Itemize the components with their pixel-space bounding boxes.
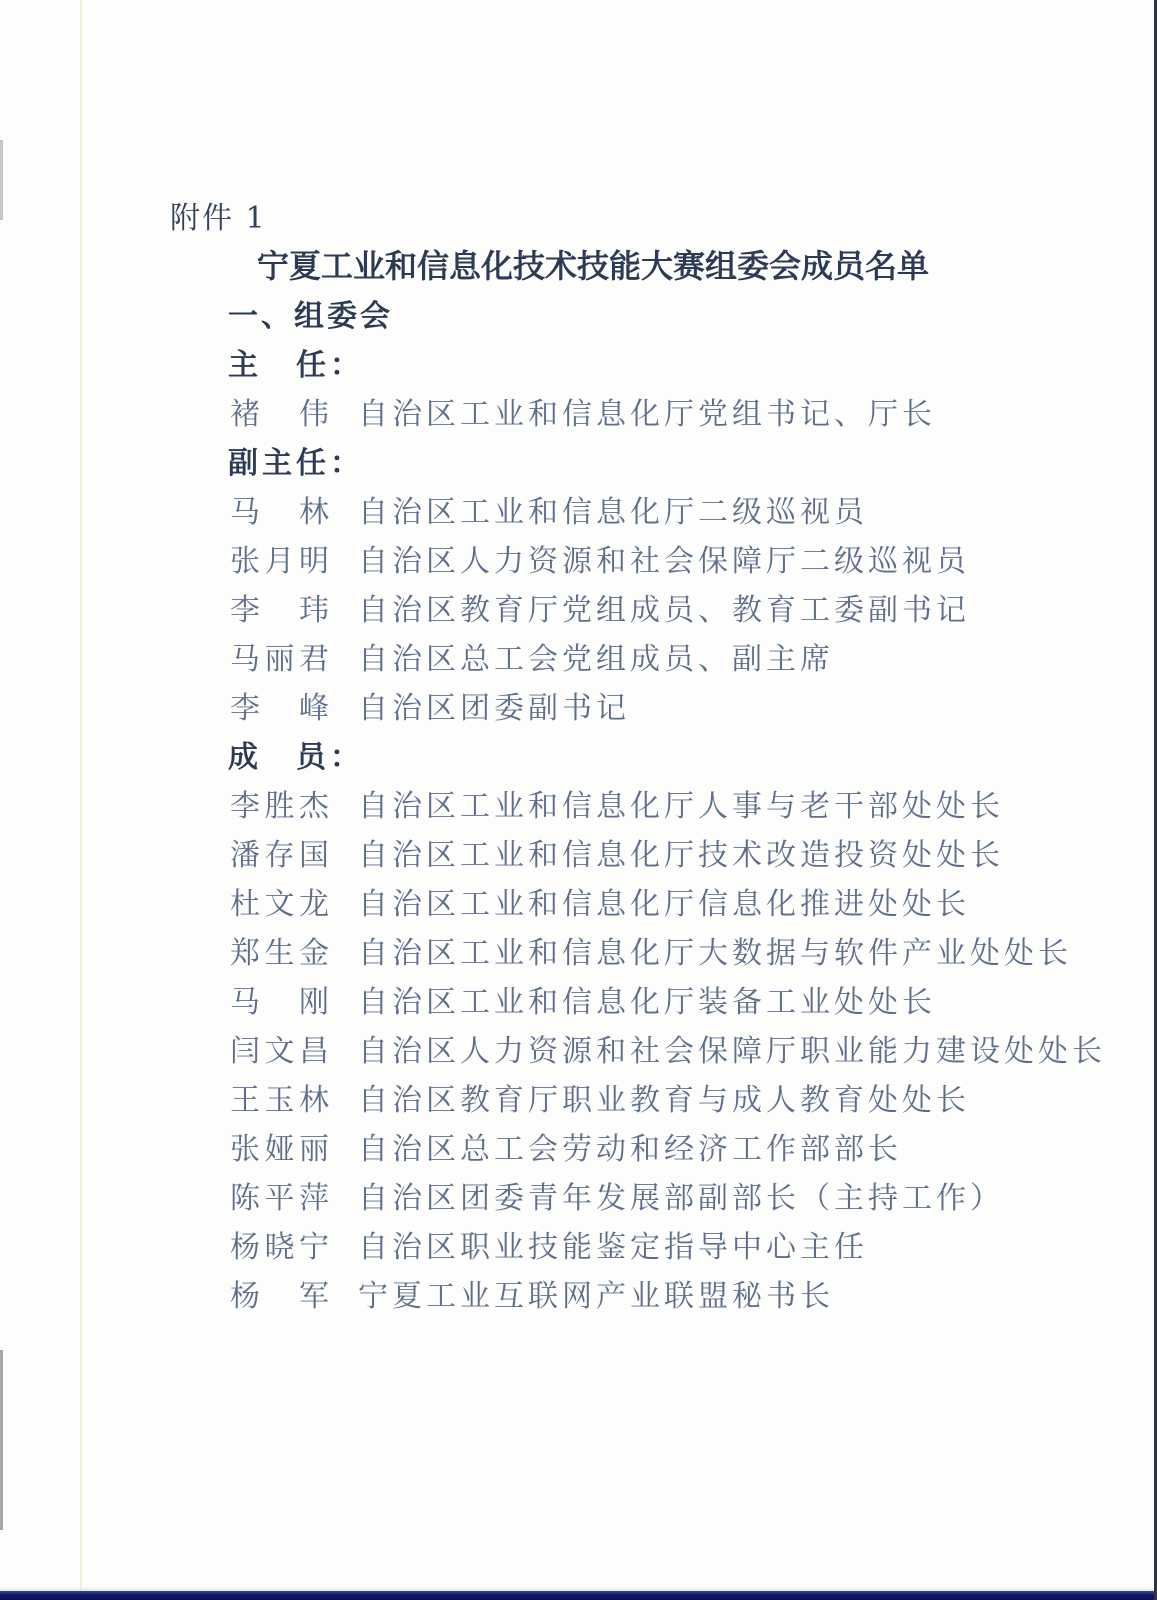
member-name: 褚 伟: [230, 396, 334, 432]
title-row: [0, 239, 1157, 288]
section-heading: 一、组委会: [228, 298, 393, 334]
role-heading-row: [0, 435, 1157, 484]
role-heading-row: [0, 729, 1157, 778]
section-row: [0, 288, 1157, 337]
member-row: [0, 533, 1157, 582]
member-position: 宁夏工业互联网产业联盟秘书长: [358, 1278, 834, 1314]
member-position: 自治区工业和信息化厅装备工业处处长: [358, 984, 936, 1020]
role-heading-row: [0, 337, 1157, 386]
member-name: 马 刚: [230, 984, 334, 1020]
role-label: 成 员：: [228, 739, 364, 775]
member-name: 杜文龙: [230, 886, 334, 922]
member-name: 李 玮: [230, 592, 334, 628]
member-name: 郑生金: [230, 935, 334, 971]
page-bottom-bar: [0, 1591, 1157, 1600]
document-content: [0, 190, 1157, 1317]
member-position: 自治区工业和信息化厅大数据与软件产业处处长: [358, 935, 1072, 971]
member-row: [0, 1170, 1157, 1219]
member-row: [0, 827, 1157, 876]
member-position: 自治区职业技能鉴定指导中心主任: [358, 1229, 868, 1265]
attachment-row: [0, 190, 1157, 239]
member-row: [0, 582, 1157, 631]
member-row: [0, 778, 1157, 827]
member-position: 自治区工业和信息化厅党组书记、厅长: [358, 396, 936, 432]
member-row: [0, 1072, 1157, 1121]
member-position: 自治区工业和信息化厅人事与老干部处处长: [358, 788, 1004, 824]
member-position: 自治区团委副书记: [358, 690, 630, 726]
member-name: 闫文昌: [230, 1033, 334, 1069]
member-row: [0, 925, 1157, 974]
role-label: 主 任：: [228, 347, 364, 383]
member-position: 自治区工业和信息化厅信息化推进处处长: [358, 886, 970, 922]
member-row: [0, 484, 1157, 533]
member-row: [0, 974, 1157, 1023]
member-name: 马 林: [230, 494, 334, 530]
member-name: 李 峰: [230, 690, 334, 726]
member-name: 陈平萍: [230, 1180, 334, 1216]
committee-member-list: [0, 337, 1157, 1317]
member-name: 张月明: [230, 543, 334, 579]
member-position: 自治区人力资源和社会保障厅职业能力建设处处长: [358, 1033, 1106, 1069]
document-title: 宁夏工业和信息化技术技能大赛组委会成员名单: [257, 246, 930, 285]
member-row: [0, 1268, 1157, 1317]
attachment-label: 附件 1: [170, 200, 267, 236]
member-row: [0, 1023, 1157, 1072]
member-position: 自治区团委青年发展部副部长（主持工作）: [358, 1180, 1004, 1216]
member-name: 王玉林: [230, 1082, 334, 1118]
member-position: 自治区工业和信息化厅二级巡视员: [358, 494, 868, 530]
member-row: [0, 876, 1157, 925]
member-position: 自治区总工会劳动和经济工作部部长: [358, 1131, 902, 1167]
member-name: 张娅丽: [230, 1131, 334, 1167]
scan-edge-artifact: [0, 1350, 3, 1530]
member-name: 杨 军: [230, 1278, 334, 1314]
member-position: 自治区教育厅党组成员、教育工委副书记: [358, 592, 970, 628]
member-name: 李胜杰: [230, 788, 334, 824]
member-position: 自治区总工会党组成员、副主席: [358, 641, 834, 677]
member-position: 自治区教育厅职业教育与成人教育处处长: [358, 1082, 970, 1118]
member-row: [0, 680, 1157, 729]
member-row: [0, 1121, 1157, 1170]
member-name: 杨晓宁: [230, 1229, 334, 1265]
member-position: 自治区工业和信息化厅技术改造投资处处长: [358, 837, 1004, 873]
member-row: [0, 1219, 1157, 1268]
member-row: [0, 386, 1157, 435]
member-position: 自治区人力资源和社会保障厅二级巡视员: [358, 543, 970, 579]
role-label: 副主任：: [228, 445, 364, 481]
member-name: 潘存国: [230, 837, 334, 873]
member-row: [0, 631, 1157, 680]
member-name: 马丽君: [230, 641, 334, 677]
